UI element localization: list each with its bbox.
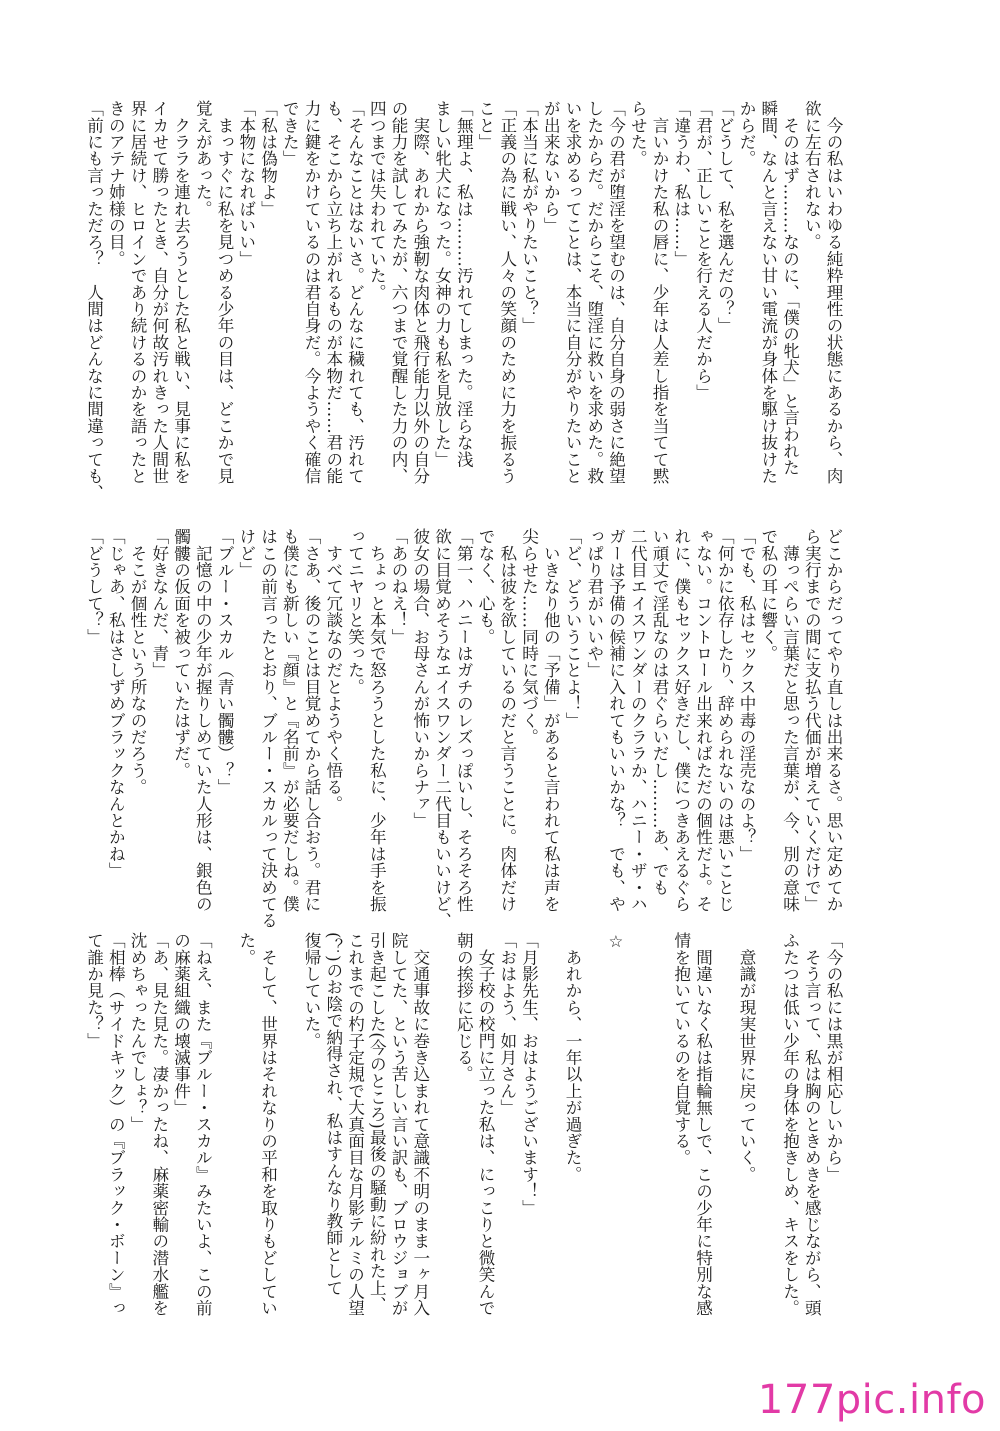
text-line: そして、世界はそれなりの平和を取りもどしてい <box>258 932 278 1317</box>
text-line: 私は彼を欲しているのだと言うことに。肉体だけ <box>497 528 517 913</box>
text-line: 実際、あれから強靭な肉体と飛行能力以外の自分 <box>410 100 430 485</box>
text-line: 院してた、という苦しい言い訳も、ブロウジョブが <box>389 932 408 1317</box>
text-line: 情を抱いているのを自覚する。 <box>671 932 691 1166</box>
text-line: 「君が、正しいことを行える人だから」 <box>693 100 713 401</box>
text-line: 髑髏の仮面を被っていたはずだ。 <box>171 528 191 779</box>
text-line: 四つまでは失われていた。 <box>367 100 387 301</box>
text-line: 「どうして？」 <box>84 528 104 645</box>
text-line: 「ど、どういうことよ！」 <box>563 528 582 729</box>
text-line: 記憶の中の少年が握りしめていた人形は、銀色の <box>193 528 213 913</box>
text-line <box>648 932 670 1342</box>
text-line: 交通事故に巻き込まれて意識不明のまま一ヶ月入 <box>410 932 430 1317</box>
text-line: すべて冗談なのだとようやく悟る。 <box>323 528 343 812</box>
text-line: も、そこから立ち上がれるものが本物だ……君の能 <box>323 100 343 485</box>
text-tier-2 <box>84 528 844 929</box>
text-line <box>540 932 562 1342</box>
text-line: 「そんなことはないさ。どんなに穢れても、汚れて <box>345 100 365 485</box>
text-line: ガーは予備の候補に入れてもいいかな？ でも、や <box>606 528 626 913</box>
text-line: 覚えがあった。 <box>193 100 213 217</box>
text-line: 「何かに依存したり、辞められないのは悪いことじ <box>715 528 735 913</box>
text-line: で私の耳に響く。 <box>758 528 778 662</box>
text-line: 「違うわ、私は……」 <box>671 100 691 267</box>
text-line: 二代目エイスワンダーのクララか、ハニー・ザ・ハ <box>628 528 648 913</box>
text-line: 「ブルー・スカル（青い髑髏）？」 <box>215 528 234 796</box>
text-line: 朝の挨拶に応じる。 <box>454 932 474 1083</box>
text-line: あれから、一年以上が過ぎた。 <box>563 932 582 1183</box>
text-line: 「本物になればいい」 <box>236 100 256 267</box>
text-line: クララを連れ去ろうとした私と戦い、見事に私を <box>171 100 191 485</box>
text-line: 欲に左右されない。 <box>802 100 822 251</box>
text-line: 「第一、ハニーはガチのレズっぽいし、そろそろ性 <box>454 528 474 913</box>
text-line: ら実行までの間に支払う代価が増えていくだけで」 <box>802 528 822 913</box>
text-line: 「無理よ、私は………汚れてしまった。淫らな浅 <box>454 100 474 468</box>
text-line: 間違いなく私は指輪無しで、この少年に特別な感 <box>693 932 713 1317</box>
text-line: 引き起こした(今のところ)最後の騒動に紛れた上、 <box>367 932 387 1313</box>
text-line: い頑丈で淫乱なのは君ぐらいだし………あ、でも <box>650 528 669 896</box>
text-line <box>431 932 453 1342</box>
text-line: 「今の君が堕淫を望むのは、自分自身の弱さに絶望 <box>606 100 626 485</box>
text-line: からだ。 <box>737 100 756 167</box>
text-line: けど」 <box>236 528 256 579</box>
text-line: 「あ、見た見た。凄かったね、麻薬密輸の潜水艦を <box>149 932 169 1317</box>
text-line: が出来ないから」 <box>541 100 561 234</box>
text-line: 「私は偽物よ」 <box>258 100 278 217</box>
text-line: 「今の私には黒が相応しいから」 <box>824 932 843 1183</box>
text-line: 界に居続け、ヒロインであり続けるのかを語ったと <box>128 100 147 485</box>
text-line: 尖らせた……同時に気づく。 <box>519 528 539 746</box>
text-line: 「ねえ、また『ブルー・スカル』みたいよ、この前 <box>193 932 213 1317</box>
text-line: 「あのねえ！」 <box>389 528 408 645</box>
text-line: ☆ <box>606 932 626 952</box>
text-line <box>714 932 736 1342</box>
text-line: いきなり他の「予備」があると言われて私は声を <box>541 528 561 913</box>
text-line: いを求めるってことは、本当に自分がやりたいこと <box>563 100 582 485</box>
text-line: 欲に目覚めそうなエイスワンダー二代目もいいけど、 <box>432 528 452 929</box>
text-line: ゃない。コントロール出来ればただの個性だよ。そ <box>693 528 713 913</box>
text-line <box>627 932 649 1342</box>
text-line: 「相棒（サイドキック）の『ブラック・ボーン』っ <box>106 932 126 1317</box>
text-line: 薄っぺらい言葉だと思った言葉が、今、別の意味 <box>780 528 800 913</box>
text-line: ちょっと本気で怒ろうとした私に、少年は手を振 <box>367 528 387 913</box>
text-line: 「好きなんだ、青」 <box>149 528 169 679</box>
text-line: 「おはよう、如月さん」 <box>497 932 517 1116</box>
text-line <box>583 932 605 1342</box>
text-line: 「前にも言っただろ？ 人間はどんなに間違っても、 <box>84 100 104 501</box>
text-line: そう言って、私は胸のときめきを感じながら、頭 <box>802 932 822 1317</box>
text-line: (？)のお陰で納得され、私はすんなり教師として <box>323 932 343 1296</box>
text-line: 言いかけた私の唇に、少年は人差し指を当てて黙 <box>650 100 669 485</box>
text-line: 意識が現実世界に戻っていく。 <box>737 932 756 1183</box>
text-line <box>213 932 235 1342</box>
text-line: れに、僕もセックス好きだし、僕につきあえるぐら <box>671 528 691 913</box>
text-line: の麻薬組織の壊滅事件」 <box>171 932 191 1116</box>
text-line: できた」 <box>280 100 300 167</box>
text-line: ましい牝犬になった。女神の力も私を見放した」 <box>432 100 452 468</box>
text-tier-1 <box>84 100 844 508</box>
text-line: どこからだってやり直しは出来るさ。思い定めてか <box>824 528 843 913</box>
watermark-text: 177pic.info <box>757 1377 986 1423</box>
text-line: はこの前言ったとおり、ブルー・スカルって決めてる <box>258 528 278 929</box>
text-line <box>757 932 779 1342</box>
text-line <box>279 932 301 1342</box>
text-line: そこが個性という所なのだろう。 <box>128 528 147 796</box>
text-line: 復帰していた。 <box>302 932 321 1049</box>
text-line: 「どうして、私を選んだの？」 <box>715 100 735 334</box>
text-line: の能力を試してみたが、六つまで覚醒した力の内、 <box>389 100 408 485</box>
text-line: まっすぐに私を見つめる少年の目は、どこかで見 <box>215 100 234 485</box>
text-line: 沈めちゃったんでしょ？」 <box>128 932 147 1133</box>
text-line: 「でも、私はセックス中毒の淫売なのよ？」 <box>737 528 756 862</box>
text-line: 「じゃあ、私はさしずめブラックなんとかね」 <box>106 528 126 879</box>
text-tier-3 <box>84 932 844 1342</box>
text-line: 「月影先生、おはようございます！」 <box>519 932 539 1216</box>
text-line: ふたつは低い少年の身体を抱きしめ、キスをした。 <box>780 932 800 1317</box>
text-line: 力に鍵をかけているのは君自身だ。今ようやく確信 <box>302 100 321 485</box>
text-line: 女子校の校門に立った私は、にっこりと微笑んで <box>476 932 495 1317</box>
text-line: したからだ。だからこそ、堕淫に救いを求めた。救 <box>584 100 604 485</box>
text-line: 今の私はいわゆる純粋理性の状態にあるから、肉 <box>824 100 843 485</box>
text-line: こと」 <box>476 100 495 151</box>
text-line: そのはず………なのに、「僕の牝犬」と言われた <box>780 100 800 476</box>
text-line: らせた。 <box>628 100 648 167</box>
text-line: ってニヤリと笑った。 <box>345 528 365 695</box>
text-line: これまでの杓子定規で大真面目な月影テルミの人望 <box>345 932 365 1317</box>
text-line: 「本当に私がやりたいこと？」 <box>519 100 539 334</box>
text-line: 瞬間、なんと言えない甘い電流が身体を駆け抜けた <box>758 100 778 485</box>
text-line: て誰か見た？」 <box>84 932 104 1049</box>
text-line: 「さあ、後のことは目覚めてから話し合おう。君に <box>302 528 321 913</box>
text-line: 彼女の場合、お母さんが怖いからナァ」 <box>410 528 430 829</box>
text-line: でなく、心も。 <box>476 528 495 645</box>
text-line: イカせて勝ったとき、自分が何故汚れきった人間世 <box>149 100 169 485</box>
text-line: た。 <box>236 932 256 966</box>
text-line: 「正義の為に戦い、人々の笑顔のために力を振るう <box>497 100 517 485</box>
text-line: も僕にも新しい『顔』と『名前』が必要だしね。僕 <box>280 528 300 913</box>
text-line: っぱり君がいいや」 <box>584 528 604 679</box>
text-line: きのアテナ姉様の目。 <box>106 100 126 267</box>
